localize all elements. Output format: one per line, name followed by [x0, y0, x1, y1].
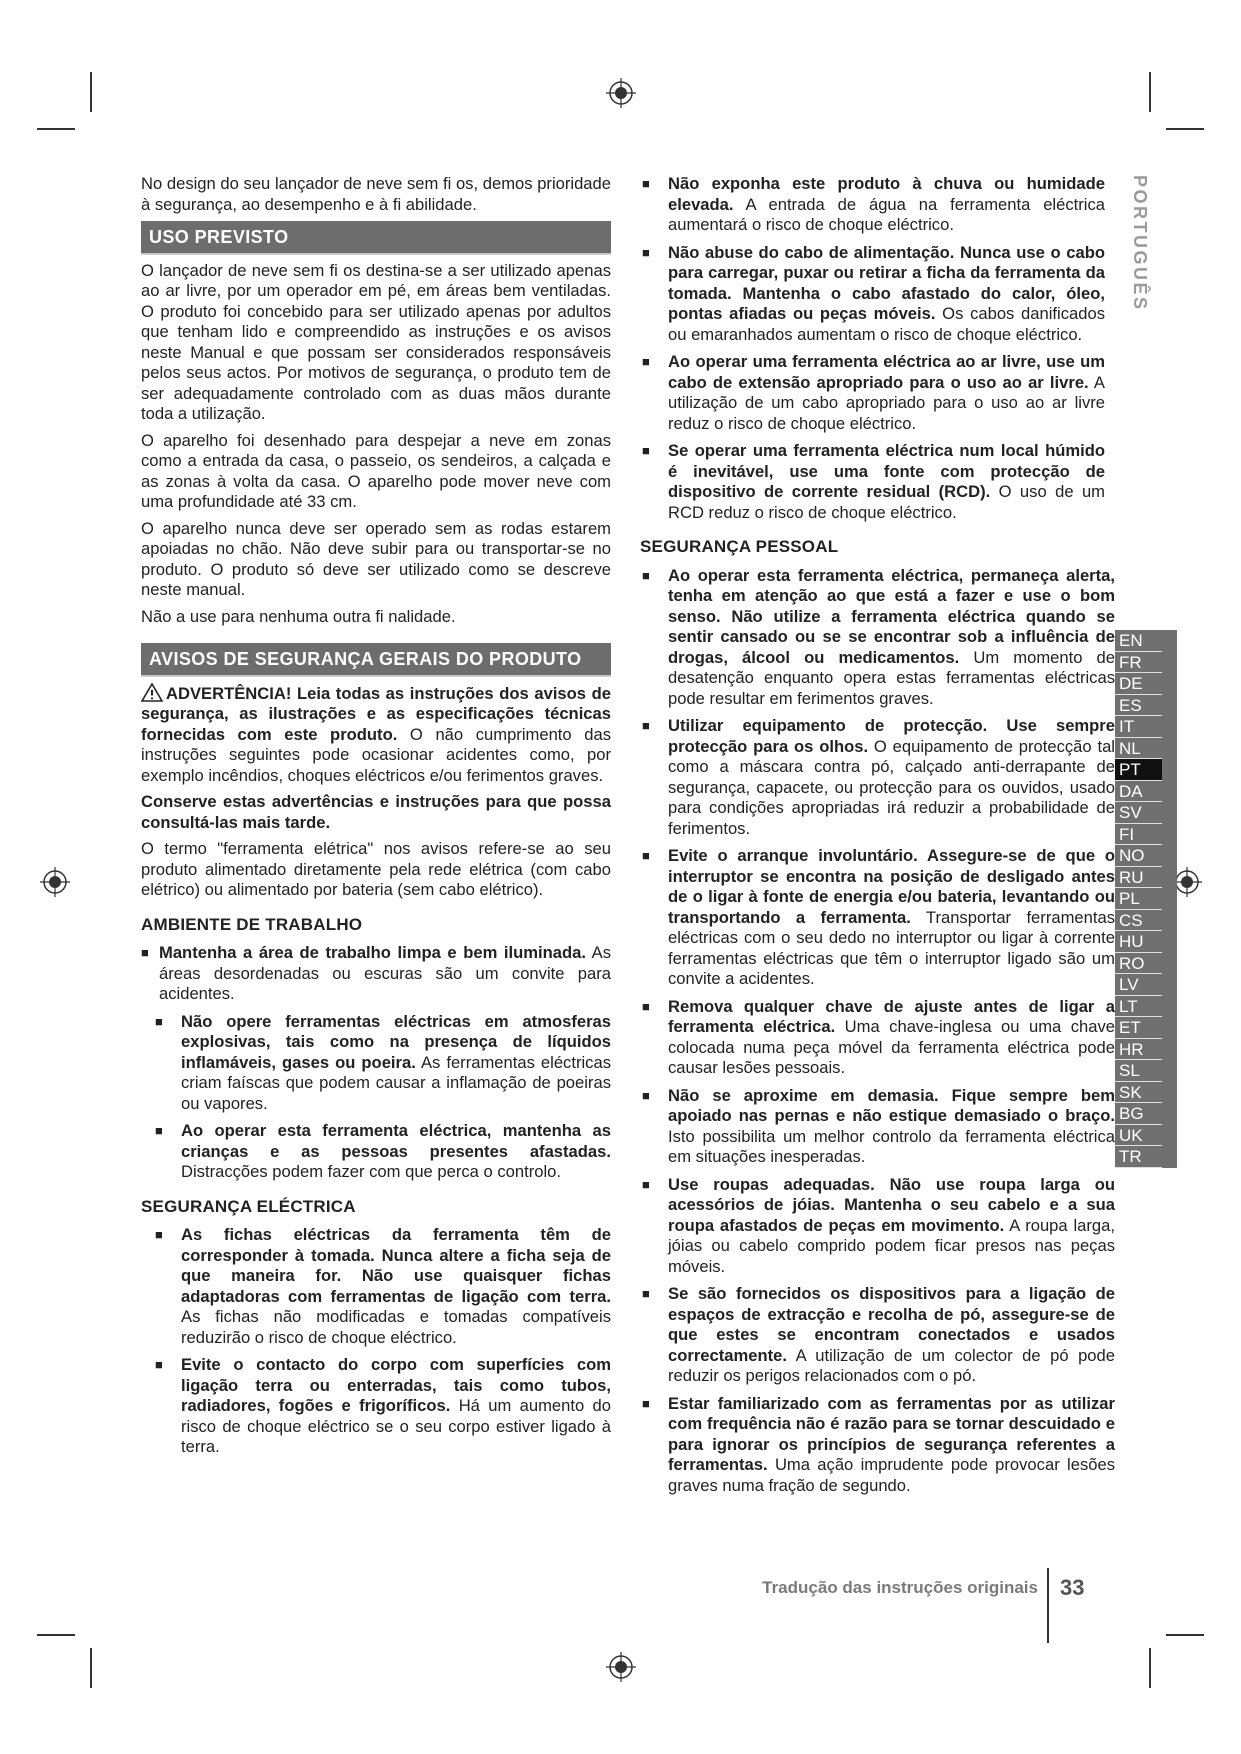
registration-mark-icon [606, 1652, 636, 1682]
footer-divider [1047, 1568, 1049, 1643]
language-label-vertical: PORTUGUÊS [1130, 175, 1150, 312]
language-tab-pl[interactable]: PL [1115, 888, 1162, 910]
language-tab-sl[interactable]: SL [1115, 1060, 1162, 1082]
item-text: A utilização de um colector de pó pode reduzir os perigos relacionados com o pó. [668, 1345, 1115, 1385]
item-bold: Não abuse do cabo de alimentação. Nunca use o cabo para carregar, puxar ou retirar a ficha da ferramenta da tomada. Mantenha o cabo afastado do calor, óleo, pontas afiadas ou peças móveis. [668, 242, 1105, 323]
item-bold: Se operar uma ferramenta eléctrica num local húmido é inevitável, use uma fonte com protecção de dispositivo de corrente residual (RCD). [668, 441, 1105, 501]
item-bold: Use roupas adequadas. Não use roupa larga ou acessórios de jóias. Mantenha o seu cabelo e a sua roupa afastados de peças em movimento. [668, 1174, 1115, 1235]
language-tab-lv[interactable]: LV [1115, 974, 1162, 996]
warning-paragraph [141, 683, 611, 787]
crop-mark [1149, 72, 1151, 112]
crop-mark [37, 128, 75, 130]
list-item [640, 243, 1105, 346]
bullet-icon: ■ [642, 848, 650, 863]
warning-bold-text: ADVERTÊNCIA! Leia todas as instruções dos avisos de segurança, as ilustrações e as especificações técnicas fornecidas com este produto. [141, 683, 611, 744]
language-tab-hu[interactable]: HU [1115, 931, 1162, 953]
item-bold: Remova qualquer chave de ajuste antes de ligar a ferramenta eléctrica. [668, 996, 1115, 1036]
item-text: As fichas não modificadas e tomadas compatíveis reduzirão o risco de choque eléctrico. [181, 1307, 611, 1347]
crop-mark [1166, 1634, 1204, 1636]
uso-paragraph: O aparelho nunca deve ser operado sem as rodas estarem apoiadas no chão. Não deve subir para ou transportar-se no produto. O produto só deve ser utilizado como se descreve neste manual. [141, 518, 611, 599]
subheading-pessoal: SEGURANÇA PESSOAL [640, 537, 839, 556]
bullet-icon: ■ [141, 945, 149, 960]
list-item [640, 1394, 1115, 1497]
list-item [640, 441, 1105, 523]
page-number: 33 [1060, 1575, 1085, 1600]
conserve-paragraph: Conserve estas advertências e instruções para que possa consultá-las mais tarde. [141, 792, 611, 832]
item-bold: Não opere ferramentas eléctricas em atmosferas explosivas, tais como na presença de líquidos inflamáveis, gases ou poeira. [181, 1011, 611, 1072]
language-tab-pt[interactable]: PT [1115, 759, 1162, 781]
item-bold: Não exponha este produto à chuva ou humidade elevada. [668, 174, 1105, 214]
registration-mark-icon [40, 867, 70, 897]
crop-mark [37, 1634, 75, 1636]
language-tab-fr[interactable]: FR [1115, 652, 1162, 674]
item-text: As áreas desordenadas ou escuras são um convite para acidentes. [159, 943, 611, 1003]
bullet-icon: ■ [642, 443, 650, 458]
subheading-electrica: SEGURANÇA ELÉCTRICA [141, 1196, 356, 1216]
item-text: Distracções podem fazer com que perca o controlo. [181, 1162, 561, 1181]
item-bold: Não se aproxime em demasia. Fique sempre bem apoiado nas pernas e não estique demasiado o braço. [668, 1085, 1115, 1125]
list-item [640, 566, 1115, 710]
list-item [640, 1284, 1115, 1387]
item-bold: As fichas eléctricas da ferramenta têm de corresponder à tomada. Nunca altere a ficha seja de que maneira for. Não use quaisquer fichas adaptadoras com ferramentas de ligação com terra. [181, 1225, 611, 1306]
bullet-icon: ■ [642, 176, 650, 191]
list-item [640, 1086, 1115, 1168]
list-item [640, 174, 1105, 236]
warning-triangle-icon [141, 683, 163, 702]
right-column [640, 174, 1115, 1503]
language-tab-no[interactable]: NO [1115, 845, 1162, 867]
list-item [640, 716, 1115, 839]
item-bold: Evite o arranque involuntário. Assegure-se de que o interruptor se encontra na posição de desligado antes de o ligar à fonte de energia e/ou bateria, levantando ou transportando a ferramenta. [668, 846, 1115, 927]
list-item [640, 1175, 1115, 1278]
bullet-icon: ■ [155, 1227, 163, 1242]
language-tab-en[interactable]: EN [1115, 630, 1162, 652]
list-item [640, 997, 1115, 1079]
item-bold: Estar familiarizado com as ferramentas por as utilizar com frequência não é razão para se tornar descuidado e para ignorar os princípios de segurança referentes a ferramentas. [668, 1393, 1115, 1474]
item-bold: Mantenha a área de trabalho limpa e bem iluminada. [159, 943, 586, 962]
crop-mark [90, 1648, 92, 1688]
bullet-icon: ■ [642, 567, 650, 583]
item-bold: Ao operar esta ferramenta eléctrica, permaneça alerta, tenha em atenção ao que está a fazer e use o bom senso. Não utilize a ferramenta eléctrica quando se sentir cansado ou se se encontrar sob a influência de drogas, álcool ou medicamentos. [668, 565, 1115, 667]
bullet-icon: ■ [642, 354, 650, 369]
list-item [640, 846, 1115, 990]
item-text: Isto possibilita um melhor controlo da ferramenta eléctrica em situações inesperadas. [668, 1126, 1115, 1166]
subheading-ambiente: AMBIENTE DE TRABALHO [141, 914, 363, 934]
uso-paragraph: O lançador de neve sem fi os destina-se a ser utilizado apenas ao ar livre, por um operador em pé, em áreas bem ventiladas. O produto foi concebido para ser utilizado apenas por adultos que tenham lido e compreendido as instruções e os avisos neste Manual e que possam ser considerados responsáveis pelos seus actos. Por motivos de segurança, o produto tem de ser adequadamente controlado com as duas mãos durante toda a utilização. [141, 260, 611, 423]
language-tab-ru[interactable]: RU [1115, 867, 1162, 889]
item-text: A utilização de um cabo apropriado para o uso ao ar livre reduz o risco de choque eléctrico. [668, 372, 1105, 433]
bullet-icon: ■ [642, 1286, 650, 1301]
item-text: Uma ação imprudente pode provocar lesões graves numa fração de segundo. [668, 1455, 1115, 1495]
termo-paragraph: O termo "ferramenta elétrica" nos avisos refere-se ao seu produto alimentado diretamente pela rede elétrica (com cabo elétrico) ou alimentado por bateria (sem cabo elétrico). [141, 839, 611, 899]
registration-mark-icon [606, 78, 636, 108]
language-tab-de[interactable]: DE [1115, 673, 1162, 695]
language-tab-ro[interactable]: RO [1115, 953, 1162, 975]
language-tab-bg[interactable]: BG [1115, 1103, 1162, 1125]
item-text: A entrada de água na ferramenta eléctrica aumentará o risco de choque eléctrico. [668, 194, 1105, 234]
section-heading-avisos: AVISOS DE SEGURANÇA GERAIS DO PRODUTO [141, 643, 611, 677]
item-text: O equipamento de protecção tal como a máscara contra pó, calçado anti-derrapante de segurança, capacete, ou protecção para os ouvidos, usado para condições apropriadas irá reduzir a probabilidade de ferimentos. [668, 736, 1115, 838]
language-tab-uk[interactable]: UK [1115, 1125, 1162, 1147]
language-tab-et[interactable]: ET [1115, 1017, 1162, 1039]
language-tab-sv[interactable]: SV [1115, 802, 1162, 824]
item-text: Um momento de desatenção enquanto opera estas ferramentas eléctricas pode resultar em ferimentos graves. [668, 647, 1115, 708]
language-tab-hr[interactable]: HR [1115, 1039, 1162, 1061]
language-tab-fi[interactable]: FI [1115, 824, 1162, 846]
list-item [153, 1121, 611, 1183]
list-item [153, 1355, 611, 1458]
item-text: Os cabos danificados ou emaranhados aumentam o risco de choque eléctrico. [668, 304, 1106, 344]
uso-paragraph: O aparelho foi desenhado para despejar a neve em zonas como a entrada da casa, o passeio, os sendeiros, a calçada e as zonas à volta da casa. O aparelho pode mover neve com uma profundidade até 33 cm. [141, 430, 611, 511]
language-tabs [1115, 630, 1177, 1168]
bullet-icon: ■ [642, 998, 650, 1014]
list-item [153, 1012, 611, 1115]
left-column [141, 174, 611, 1465]
bullet-icon: ■ [155, 1123, 163, 1138]
section-heading-uso-previsto: USO PREVISTO [141, 221, 611, 255]
crop-mark [1166, 128, 1204, 130]
item-bold: Utilizar equipamento de protecção. Use sempre protecção para os olhos. [668, 716, 1115, 756]
item-bold: Ao operar uma ferramenta eléctrica ao ar livre, use um cabo de extensão apropriado para o uso ao ar livre. [668, 352, 1105, 392]
intro-paragraph: No design do seu lançador de neve sem fi os, demos prioridade à segurança, ao desempenho e à fi abilidade. [141, 174, 611, 214]
list-item [640, 352, 1105, 434]
bullet-icon: ■ [155, 1357, 163, 1372]
footer-text: Tradução das instruções originais [762, 1578, 1038, 1597]
item-text: Uma chave-inglesa ou uma chave colocada numa peça móvel da ferramenta eléctrica pode causar lesões pessoais. [668, 1017, 1115, 1077]
item-bold: Ao operar esta ferramenta eléctrica, mantenha as crianças e as pessoas presentes afastadas. [181, 1121, 611, 1161]
crop-mark [90, 72, 92, 112]
language-tab-sk[interactable]: SK [1115, 1082, 1162, 1104]
bullet-icon: ■ [155, 1013, 163, 1029]
list-item [153, 1225, 611, 1348]
item-text: O uso de um RCD reduz o risco de choque eléctrico. [668, 482, 1105, 522]
language-tab-it[interactable]: IT [1115, 716, 1162, 738]
language-tab-da[interactable]: DA [1115, 781, 1162, 803]
bullet-icon: ■ [642, 244, 650, 260]
item-text: Há um aumento do risco de choque eléctrico se o seu corpo estiver ligado à terra. [181, 1396, 611, 1456]
language-tab-es[interactable]: ES [1115, 695, 1162, 717]
bullet-icon: ■ [642, 1087, 650, 1103]
item-text: A roupa larga, jóias ou cabelo comprido podem ficar presos nas peças móveis. [668, 1215, 1115, 1276]
language-tab-tr[interactable]: TR [1115, 1146, 1162, 1168]
crop-mark [1149, 1648, 1151, 1688]
language-tab-nl[interactable]: NL [1115, 738, 1162, 760]
item-bold: Evite o contacto do corpo com superfícies com ligação terra ou enterradas, tais como tubos, radiadores, fogões e frigoríficos. [181, 1355, 611, 1415]
item-text: As ferramentas eléctricas criam faíscas que podem causar a inflamação de poeiras ou vapores. [181, 1052, 611, 1113]
item-text: Transportar ferramentas eléctricas com o seu dedo no interruptor ou ligar à corrente ferramentas eléctricas que têm o interruptor ligado são um convite a acidentes. [668, 907, 1115, 988]
uso-paragraph: Não a use para nenhuma outra fi nalidade. [141, 606, 456, 626]
item-bold: Se são fornecidos os dispositivos para a ligação de espaços de extracção e recolha de pó, assegure-se de que estes se encontram conectados e usados correctamente. [668, 1284, 1115, 1365]
list-item [141, 943, 611, 1005]
bullet-icon: ■ [642, 1395, 650, 1411]
language-tab-cs[interactable]: CS [1115, 910, 1162, 932]
bullet-icon: ■ [642, 718, 650, 733]
bullet-icon: ■ [642, 1176, 650, 1192]
language-tab-lt[interactable]: LT [1115, 996, 1162, 1018]
warning-text: O não cumprimento das instruções seguintes pode ocasionar acidentes como, por exemplo incêndios, choques eléctricos e/ou ferimentos graves. [141, 724, 611, 785]
